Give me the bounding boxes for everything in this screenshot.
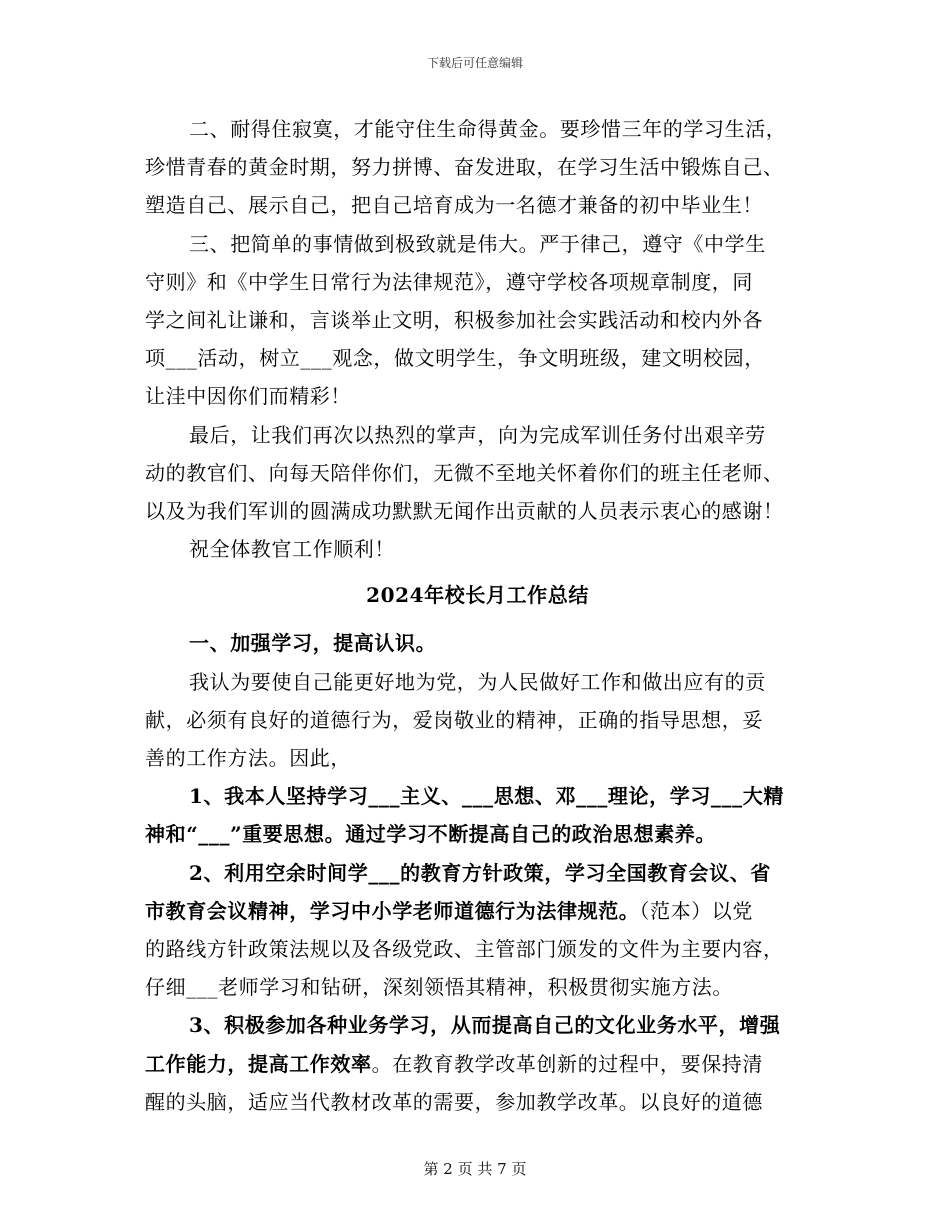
item-3-line: 醒的头脑，适应当代教材改革的需要，参加教学改革。以良好的道德 <box>145 1089 763 1114</box>
document-body <box>145 110 810 1121</box>
page-number: 第 2 页 共 7 页 <box>423 1160 527 1178</box>
item-2-line: 的路线方针政策法规以及各级党政、主管部门颁发的文件为主要内容， <box>145 936 784 961</box>
paragraph-line: 善的工作方法。因此， <box>145 746 351 770</box>
item-2-normal-text: （范本）以党 <box>639 898 754 923</box>
paragraph-line: 学之间礼让谦和，言谈举止文明，积极参加社会实践活动和校内外各 <box>145 307 763 332</box>
paragraph-line: 塑造自己、展示自己，把自己培育成为一名德才兼备的初中毕业生！ <box>145 193 763 218</box>
section-heading: 一、加强学习，提高认识。 <box>189 631 437 656</box>
item-3-line: 3、积极参加各种业务学习，从而提高自己的文化业务水平，增强 <box>189 1013 781 1038</box>
paragraph-line: 最后，让我们再次以热烈的掌声，向为完成军训任务付出艰辛劳 <box>189 422 766 447</box>
item-1-line: 神和“___”重要思想。通过学习不断提高自己的政治思想素养。 <box>145 822 717 847</box>
item-3-line <box>145 1045 810 1083</box>
paragraph-line: 二、耐得住寂寞，才能守住生命得黄金。要珍惜三年的学习生活， <box>189 117 787 141</box>
paragraph-line: 珍惜青春的黄金时期，努力拼博、奋发进取，在学习生活中锻炼自己、 <box>145 155 784 180</box>
item-2-line <box>145 892 810 930</box>
paragraph-line: 以及为我们军训的圆满成功默默无闻作出贡献的人员表示衷心的感谢！ <box>145 498 784 523</box>
header-note: 下载后可任意编辑 <box>426 56 523 70</box>
item-2-bold-text: 市教育会议精神，学习中小学老师道德行为法律规范。 <box>145 898 640 923</box>
paragraph-line: 动的教官们、向每天陪伴你们，无微不至地关怀着你们的班主任老师、 <box>145 460 784 485</box>
item-1-line: 1、我本人坚持学习___主义、___思想、邓___理论，学习___大精 <box>189 784 784 809</box>
paragraph-line: 祝全体教官工作顺利！ <box>189 537 395 562</box>
paragraph-line: 守则》和《中学生日常行为法律规范》，遵守学校各项规章制度，同 <box>145 269 753 294</box>
paragraph-line: 我认为要使自己能更好地为党，为人民做好工作和做出应有的贡 <box>189 669 766 694</box>
item-2-line: 仔细___老师学习和钻研，深刻领悟其精神，积极贯彻实施方法。 <box>145 975 733 1000</box>
section-title: 2024年校长月工作总结 <box>366 583 589 608</box>
item-2-line: 2、利用空余时间学___的教育方针政策，学习全国教育会议、省 <box>189 860 771 885</box>
paragraph-line: 三、把简单的事情做到极致就是伟大。严于律己，遵守《中学生 <box>189 231 766 256</box>
paragraph-line: 项___活动，树立___观念，做文明学生，争文明班级，建文明校园， <box>145 346 765 371</box>
item-3-bold-text: 工作能力，提高工作效率 <box>145 1051 372 1076</box>
paragraph-line: 让洼中因你们而精彩！ <box>145 384 351 409</box>
paragraph-line: 献，必须有良好的道德行为，爱岗敬业的精神，正确的指导思想，妥 <box>145 707 763 732</box>
item-3-normal-text: 。在教育教学改革创新的过程中，要保持清 <box>371 1051 764 1076</box>
